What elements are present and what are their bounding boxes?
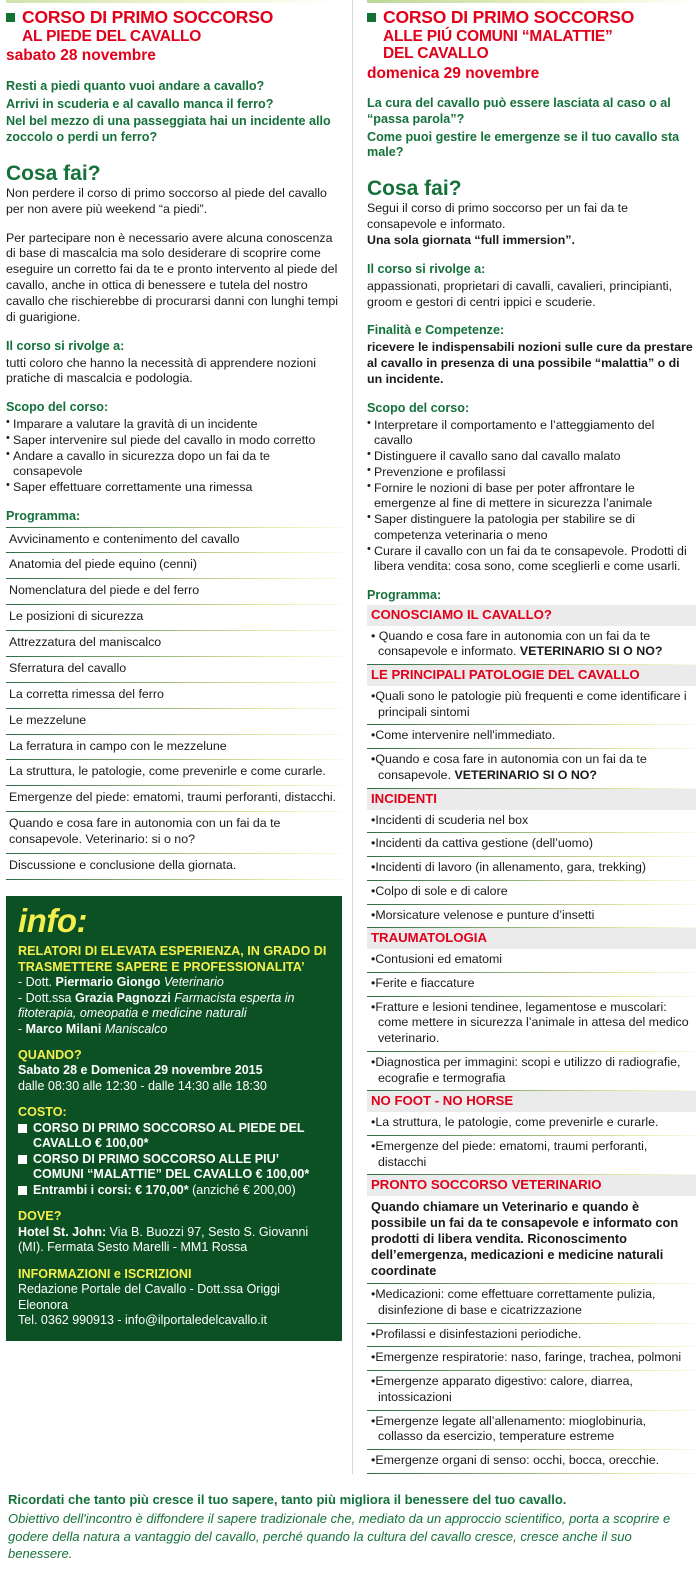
relatore-2 [18,991,332,1022]
program-item-text [371,728,694,744]
table-row: Le mezzelune [6,709,342,735]
green-square-bullet-icon [6,13,15,22]
costo-item-1-label: CORSO DI PRIMO SOCCORSO AL PIEDE DEL CAVALLO € 100,00* [33,1120,305,1151]
program-item-body: •Come intervenire nell'immediato. [371,728,556,743]
right-scopo-heading: Scopo del corso: [367,400,470,415]
costo-item-3 [18,1183,332,1199]
program-item [367,973,696,997]
costo-item-2-label: CORSO DI PRIMO SOCCORSO ALLE PIU’ COMUNI “MALATTIE” DEL CAVALLO € 100,00* [33,1151,310,1182]
white-square-bullet-icon [18,1186,27,1195]
program-item-text: •La struttura, le patologie, come prevenirle e curarle. [371,1115,659,1130]
program-item-text: •Fratture e lesioni tendinee, legamentose e muscolari: come mettere in sicurezza l’animale in attesa del medico veterinario. [371,999,689,1046]
right-course-date: domenica 29 novembre [367,64,540,82]
table-row: La struttura, le patologie, come prevenirle e come curarle. [6,760,342,786]
right-scopo-list [367,418,696,576]
program-item-text: •Incidenti di lavoro (in allenamento, gara, trekking) [371,860,647,875]
footer-italic-line: Obiettivo dell'incontro è diffondere il sapere tradizionale che, mediato da un approccio scientifico, porta a scoprire e godere della natura a vantaggio del cavallo, perché quando la cultura del cavallo cresce, cresce anche il suo benessere. [8,1510,671,1562]
program-item-text: •Morsicature velenose e punture d’insetti [371,907,595,922]
program-item-text: •Contusioni ed ematomi [371,952,503,967]
dove-heading: DOVE? [18,1209,62,1224]
program-item-text: •Emergenze legate all’allenamento: mioglobinuria, collasso da esercizio, temperature estreme [371,1413,647,1444]
table-row: Avvicinamento e contenimento del cavallo [6,527,342,554]
program-item-text [371,752,694,784]
program-item [367,881,696,905]
program-section-header: LE PRINCIPALI PATOLOGIE DEL CAVALLO [367,665,696,686]
right-cosa-fai-bold: Una sola giornata “full immersion”. [367,233,575,248]
program-item [367,1450,696,1474]
right-programma-heading: Programma: [367,588,442,602]
left-question-2: Arrivi in scuderia e al cavallo manca il ferro? [6,96,274,111]
right-rivolge-text: appassionati, proprietari di cavalli, cavalieri, principianti, groom e gestori di centri ippici e scuderie. [367,278,673,309]
quando-dates: Sabato 28 e Domenica 29 novembre 2015 [18,1063,263,1078]
right-cosa-fai-text: Segui il corso di primo soccorso per un fai da te consapevole e informato. [367,201,629,232]
right-column [352,0,700,1474]
program-section-header: NO FOOT - NO HORSE [367,1091,696,1112]
list-item: • Saper distinguere la patologia per stabilire se di competenza veterinaria o meno [367,512,696,544]
program-section-header: TRAUMATOLOGIA [367,928,696,949]
white-square-bullet-icon [18,1124,27,1133]
right-course-title [367,8,696,63]
program-item-text: •Emergenze organi di senso: occhi, bocca, orecchie. [371,1453,660,1468]
relatore-3-role: Maniscalco [101,1021,168,1036]
relatore-1-name: Piermario Giongo [55,975,161,990]
program-item-text: •Incidenti di scuderia nel box [371,812,529,827]
relatore-1-role: Veterinario [160,975,224,990]
table-row: Le posizioni di sicurezza [6,605,342,631]
list-item: • Saper effettuare correttamente una rimessa [6,480,342,496]
program-item-text: •Colpo di sole e di calore [371,883,508,898]
left-course-title [6,8,342,45]
spacer [18,1037,332,1048]
left-rivolge-heading: Il corso si rivolge a: [6,338,125,353]
left-cosa-fai-text: Non perdere il corso di primo soccorso al piede del cavallo per non avere più weekend “a piedi”. [6,185,327,216]
program-item [367,857,696,881]
program-item-text: •Diagnostica per immagini: scopi e utilizzo di radiografie, ecografie e termografia [371,1054,681,1085]
program-item [367,749,696,789]
program-item [367,1347,696,1371]
left-question-1: Resti a piedi quanto vuoi andare a cavallo? [6,78,265,93]
left-title-line2: AL PIEDE DEL CAVALLO [22,27,202,45]
costo-heading: COSTO: [18,1105,67,1120]
program-item [367,626,696,666]
program-item [367,725,696,749]
top-rule-right [367,0,696,3]
program-item [367,1112,696,1136]
quando-hours: dalle 08:30 alle 12:30 - dalle 14:30 alle 18:30 [18,1078,267,1093]
footer [0,1474,700,1573]
program-item-text: •Profilassi e disinfestazioni periodiche. [371,1326,582,1341]
program-item-emphasis: VETERINARIO SI O NO? [519,644,663,659]
program-item [367,949,696,973]
spacer [367,249,696,262]
program-item-text [371,689,694,721]
program-item-body: • Quando e cosa fare in autonomia con un fai da te consapevole e informato. [371,628,651,659]
program-item-text [371,629,694,661]
program-section-header: INCIDENTI [367,789,696,810]
list-item: • Curare il cavallo con un fai da te consapevole. Prodotti di libera vendita: cosa sono, come sceglierli e come usarli. [367,544,696,576]
left-rivolge-text: tutti coloro che hanno la necessità di apprendere nozioni pratiche di mascalcia e podologia. [6,355,316,386]
spacer [18,1198,332,1209]
program-item [367,1371,696,1411]
left-cosa-fai-heading: Cosa fai? [6,161,101,185]
spacer [367,310,696,323]
right-finalita-heading: Finalità e Competenze: [367,323,505,338]
right-questions [367,96,696,161]
program-item-body: •Quando e cosa fare in autonomia con un fai da te consapevole. [371,752,647,782]
program-item [367,833,696,857]
table-row: Anatomia del piede equino (cenni) [6,553,342,579]
table-row: Discussione e conclusione della giornata. [6,854,342,880]
spacer [367,575,696,588]
table-row: La corretta rimessa del ferro [6,683,342,709]
relatori-heading: RELATORI DI ELEVATA ESPERIENZA, IN GRADO DI TRASMETTERE SAPERE E PROFESSIONALITA’ [18,944,327,974]
costo-item-3-note: (anziché € 200,00) [188,1182,296,1197]
table-row: Emergenze del piede: ematomi, traumi perforanti, distacchi. [6,786,342,812]
program-item [367,1411,696,1451]
left-scopo-heading: Scopo del corso: [6,400,109,415]
right-title-line2: ALLE PIÚ COMUNI “MALATTIE” [383,27,613,45]
program-item [367,905,696,929]
costo-item-3-label: Entrambi i corsi: € 170,00* [33,1182,189,1197]
program-item [367,686,696,726]
left-course-date: sabato 28 novembre [6,47,156,65]
table-row: Attrezzatura del maniscalco [6,631,342,657]
table-row: Sferratura del cavallo [6,657,342,683]
left-question-3: Nel bel mezzo di una passeggiata hai un incidente allo zoccolo o perdi un ferro? [6,114,331,144]
program-item-text: •Incidenti da cattiva gestione (dell’uomo) [371,836,593,851]
program-item-text: •Medicazioni: come effettuare correttamente pulizia, disinfezione di base e cicatrizzazione [371,1287,656,1317]
list-item: • Fornire le nozioni di base per poter affrontare le emergenze al fine di mettere in sicurezza l’animale [367,481,696,513]
program-item-text: •Emergenze apparato digestivo: calore, diarrea, intossicazioni [371,1374,633,1404]
relatore-1 [18,975,332,991]
costo-item-1 [18,1121,332,1152]
list-item: • Interpretare il comportamento e l’atteggiamento del cavallo [367,418,696,450]
green-square-bullet-icon [367,13,376,22]
spacer [6,387,342,400]
costo-item-2 [18,1152,332,1183]
list-item: • Andare a cavallo in sicurezza dopo un fai da te consapevole [6,449,342,481]
spacer [6,218,342,231]
table-row: Nomenclatura del piede e del ferro [6,579,342,605]
contact-phone-email: Tel. 0362 990913 - info@ilportaledelcavallo.it [18,1313,267,1328]
right-question-2: Come puoi gestire le emergenze se il tuo cavallo sta male? [367,129,680,160]
spacer [18,1094,332,1105]
relatore-3 [18,1022,332,1038]
table-row: Quando e cosa fare in autonomia con un fai da te consapevole. Veterinario: si o no? [6,812,342,854]
relatore-2-role: Farmacista esperta in fitoterapia, omeopatia e medicine naturali [18,990,295,1021]
program-item [367,810,696,834]
relatore-2-name: Grazia Pagnozzi [74,990,171,1005]
right-rivolge-heading: Il corso si rivolge a: [367,261,486,276]
left-programma-table [6,527,342,880]
program-item-text: •Emergenze del piede: ematomi, traumi perforanti, distacchi [371,1138,648,1169]
left-column [0,0,352,1474]
quando-heading: QUANDO? [18,1048,82,1063]
venue-name: Hotel St. John: [18,1224,107,1239]
spacer [367,388,696,401]
program-item-body: •Quali sono le patologie più frequenti e come identificare i principali sintomi [371,688,687,719]
right-finalita-text: ricevere le indispensabili nozioni sulle cure da prestare al cavallo in presenza di una possibile “malattia” o di un incidente. [367,340,693,386]
right-question-1: La cura del cavallo può essere lasciata al caso o al “passa parola”? [367,96,671,126]
info-box-title: info: [18,901,87,939]
relatore-3-prefix: - [18,1021,26,1036]
program-item [367,997,696,1052]
table-row: La ferratura in campo con le mezzelune [6,735,342,761]
footer-bold-line: Ricordati che tanto più cresce il tuo sapere, tanto più migliora il benessere del tuo cavallo. [8,1491,567,1507]
right-title-line1: CORSO DI PRIMO SOCCORSO [383,7,635,27]
left-title-line1: CORSO DI PRIMO SOCCORSO [22,7,274,27]
program-item [367,1324,696,1348]
list-item: • Distinguere il cavallo sano dal cavallo malato [367,449,696,465]
program-section-header: PRONTO SOCCORSO VETERINARIO [367,1175,696,1196]
program-item-text: •Ferite e fiaccature [371,975,475,990]
program-item [367,1052,696,1092]
spacer [6,326,342,339]
venue-address: Via B. Buozzi 97, Sesto S. Giovanni (MI). Fermata Sesto Marelli - MM1 Rossa [18,1224,309,1255]
right-cosa-fai-heading: Cosa fai? [367,177,462,201]
program-item [367,1136,696,1176]
program-item-highlight: Quando chiamare un Veterinario e quando è possibile un fai da te consapevole e informato con prodotti di libera vendita. Riconoscimento dell’emergenza, medicazioni e medicine naturali coordinate [367,1196,696,1284]
list-item: • Prevenzione e profilassi [367,465,696,481]
program-item-text: •Emergenze respiratorie: naso, faringe, trachea, polmoni [371,1350,682,1365]
relatore-2-prefix: - Dott.ssa [18,990,75,1005]
informazioni-heading: INFORMAZIONI e ISCRIZIONI [18,1266,192,1281]
left-scopo-list [6,417,342,496]
contact-organization: Redazione Portale del Cavallo - Dott.ssa Origgi Eleonora [18,1282,280,1312]
left-questions [6,79,342,146]
program-section-header: CONOSCIAMO IL CAVALLO? [367,605,696,626]
right-title-line3: DEL CAVALLO [383,45,489,63]
right-programma-table [367,605,696,1474]
spacer [6,496,342,509]
left-programma-heading: Programma: [6,508,81,523]
list-item: • Saper intervenire sul piede del cavallo in modo corretto [6,433,342,449]
program-item-emphasis: VETERINARIO SI O NO? [454,767,597,782]
relatore-1-prefix: - Dott. [18,975,56,990]
white-square-bullet-icon [18,1155,27,1164]
program-item [367,1284,696,1324]
info-box [6,896,342,1341]
list-item: • Imparare a valutare la gravità di un incidente [6,417,342,433]
left-paragraph: Per partecipare non è necessario avere alcuna conoscenza di base di mascalcia ma solo desiderare di scoprire come eseguire un corretto fai da te e pronto intervento al piede del cavallo, anche in ottica di benessere e tutela del nostro cavallo che rischierebbe di procurarsi danni con lunghi tempi di guarigione. [6,230,338,324]
top-rule-left [6,0,342,3]
spacer [18,1256,332,1267]
dove-text [18,1225,332,1256]
relatore-3-name: Marco Milani [25,1021,102,1036]
